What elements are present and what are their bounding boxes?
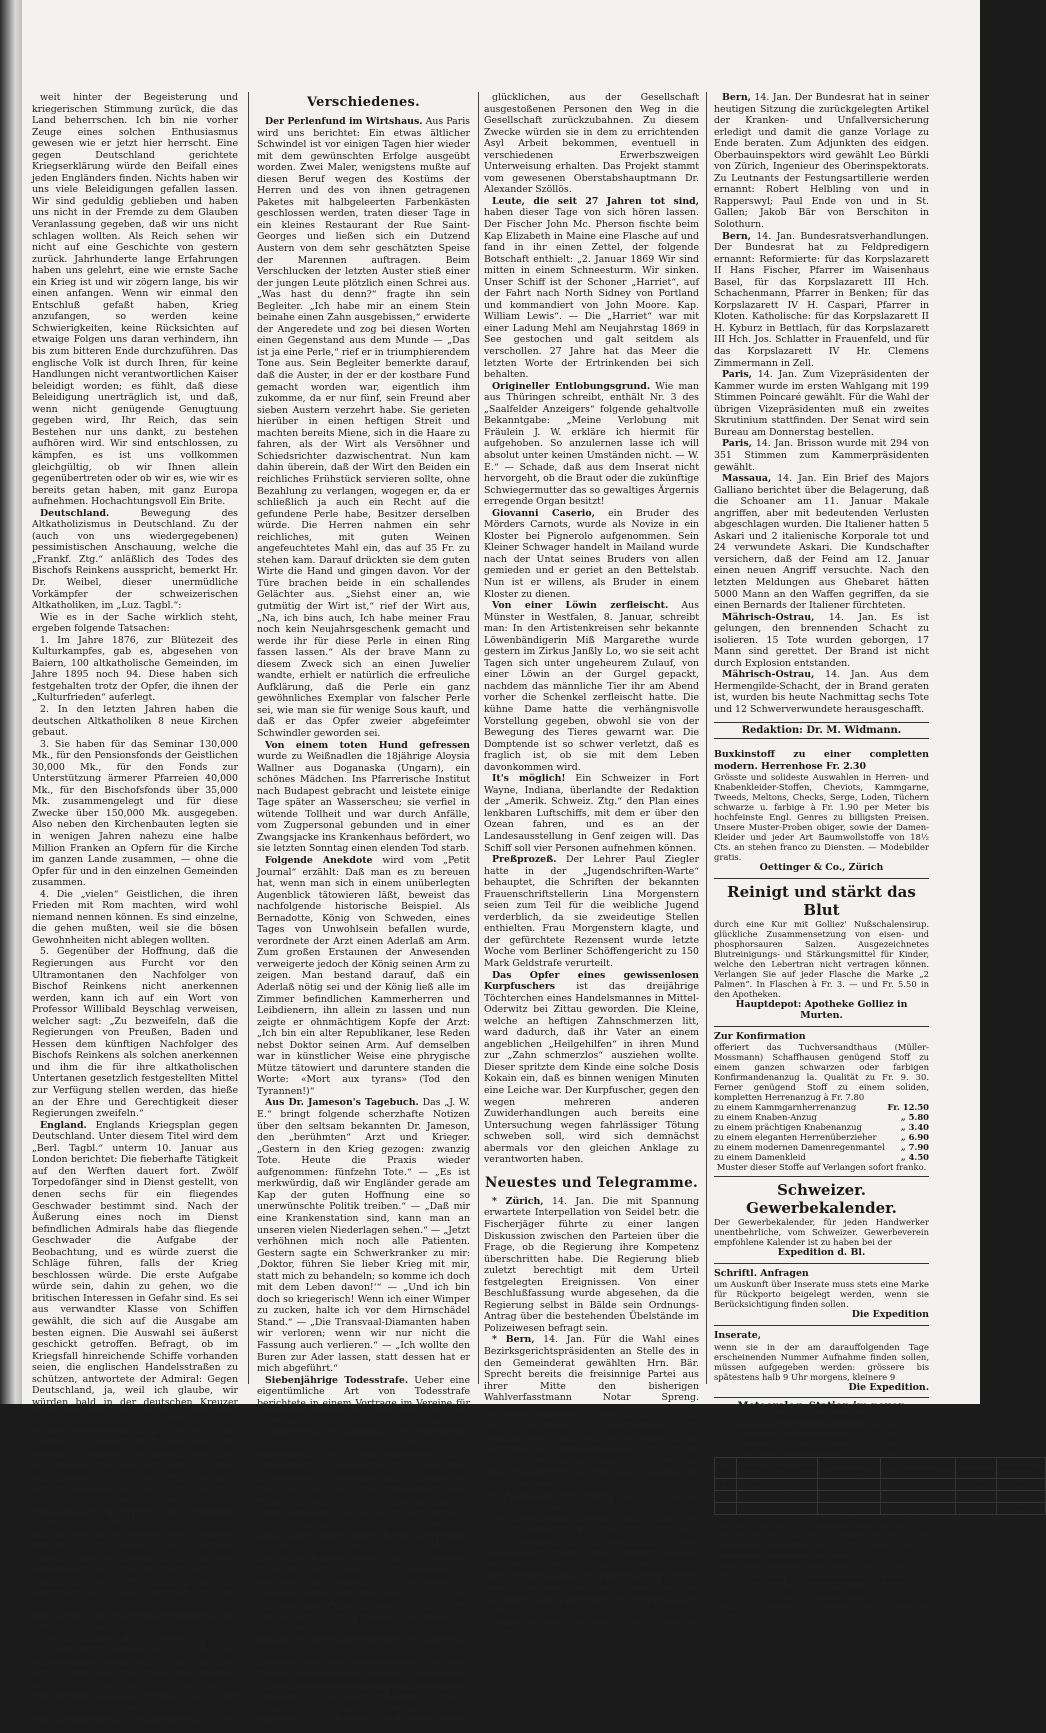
ad-body: durch eine Kur mit Golliez' Nußschalensirup. glückliche Zusammensetzung von eisen- und phosphorsauren Salzen. Ausgezeichnetes Blutreinigungs- und Stärkungsmittel für Kinder, welche den Lebertran nicht vertragen können. Verlangen Sie auf jeder Flasche die Marke „2 Palmen“. In Flaschen à Fr. 3. — und Fr. 5.50 in den Apotheken. — [714, 918, 929, 999]
article-paragraph — [714, 231, 929, 370]
column-rule — [248, 92, 249, 1384]
article-text: 14. Jan. In einer Expropriationsstreitigkeit zwischen den Gemeinden Liestal und einem Privaten (Weinhändler Sch.) betreffend Erweiterung des Friedhofsareals hat der Landrat zugunsten der Gemeinde entschieden. Die Gemeinde muß aber für 30,000 und andere Schwierigkeiten ergeben die Leistung bleiben. — [484, 1530, 699, 1635]
article-text: Wie es in der Sache wirklich steht, ergeben folgende Tatsachen: — [32, 611, 238, 635]
article-heading: Mährisch-Ostrau, — [722, 669, 815, 681]
table-cell: bed. — [997, 1503, 1045, 1515]
article-heading: Aus Dr. Jameson's Tagebuch. — [265, 1097, 419, 1109]
table-cell: 14. — [715, 1491, 737, 1503]
price-value: „ 5.80 — [900, 1112, 929, 1123]
article-heading: Bern, — [722, 92, 751, 103]
price-value: „ 3.40 — [900, 1122, 929, 1133]
article-paragraph — [484, 381, 699, 508]
article-paragraph — [714, 669, 929, 715]
article-paragraph — [714, 92, 929, 231]
ad-buxkin — [714, 745, 929, 879]
letter-text: weit hinter der Begeisterung und kriegerischen Stimmung zurück, die das Land beherrschen. Ich bin nie vorher Zeuge eines solchen Enthusiasmus gewesen wie er jetzt hier herrscht. Eine gegen Deutschland gerichtete Kriegserklärung würde den Beifall eines jeden Engländers finden. Nichts haben wir uns viele Beleidigungen gefallen lassen. Wir sind geduldig geblieben und haben uns nicht in der Fremde zu dem Glauben Veranlassung gegeben, daß wir uns nicht schlagen wollten. Als Reich sehen wir nicht auf eine Geschichte von gestern zurück. Jahrhunderte lange Erfahrungen haben uns gelehrt, eine wie ernste Sache ein Krieg ist und wir zögern lange, bis wir einen anfangen. Wenn wir einmal den Entschluß gefaßt haben, Krieg anzufangen, so werden keine Schwierigkeiten, keine Rücksichten auf etwaige Folgen uns daran verhindern, ihn bis zum bitteren Ende durchzuführen. Das englische Volk ist durch Ihren, für keine Handlungen nicht verantwortlichen Kaiser beleidigt worden; es fühlt, daß diese Beleidigung unerträglich ist, und daß, wenn nicht genügende Genugtuung gegeben wird, Ihr Reich, das sein Bestehen nur uns dankt, zu bestehen aufhören wird. Wir sind entschlossen, zu kämpfen, es ist uns vollkommen gleichgültig, ob wir Ihnen allein gegenübertreten oder ob wir es, wie wir es bereits getan haben, mit ganz Europa aufnehmen. Hochachtungsvoll Ein Brite. — [32, 92, 238, 508]
ad-title: Schriftl. Anfragen — [714, 1267, 809, 1279]
article-heading: It's möglich! — [492, 773, 566, 785]
article-paragraph — [257, 855, 470, 1097]
article-paragraph — [484, 970, 699, 1166]
article-paragraph — [484, 1415, 699, 1496]
article-heading: Leute, die seit 27 Jahren tot sind, — [492, 195, 699, 207]
article-text: 14. Jan. Ein Brief des Majors Galliano berichtet über die Belagerung, daß die Schoaner am 11. Januar Makale angriffen, aber mit bedeutenden Verlusten abgeschlagen wurden. Die Italiener hatten 5 Askari und 2 italienische Korporale tot und 24 verwundete Askari. Die Kundschafter versichern, daß der Feind am 12. Januar einen neuen Angriff versuchte. Nach den letzten Meldungen aus Ghebaret hätten 5000 Mann an den Waffen gegriffen, da sie einen Bernards der Italiener fürchteten. — [714, 473, 929, 612]
table-cell: 0,0 — [818, 1503, 881, 1515]
article-heading: Der Perlenfund im Wirtshaus. — [265, 116, 423, 127]
price-value: „ 6.90 — [900, 1132, 929, 1143]
list-item: 5. Gegenüber der Hoffnung, daß die Regierungen aus Furcht vor den Ultramontanen den Nachfolger von Bischof Reinkens nicht anerkennen werden, kann ich auf ein Wort von Professor Willibald Beyschlag verweisen, welcher sagt: „Zu bezweifeln, daß die Regierungen von Preußen, Baden und Hessen dem künftigen Nachfolger des Bischofs Reinkens als solchen anerkennen und ihm die für ihre altkatholischen Untertanen gesetzlich festgestellten Mittel zur Verfügung stellen werden, das hieße an der Ehre und Gerechtigkeit dieser Regierungen zweifeln.“ — [32, 946, 238, 1120]
price-label: zu einem Kammgarnherrenanzug — [714, 1102, 857, 1113]
ad-title: Inserate, — [714, 1330, 762, 1341]
weather-line: Mittlerer Barometerstand 727,8 mm. — [742, 1434, 901, 1445]
article-text: 14. Jan. Es ist gelungen, den brennenden Schacht zu isolieren. 15 Tote wurden geborgen, 17 Mann sind gerettet. Der Brand ist nicht durch Explosion entstanden. — [714, 611, 930, 669]
forecast-date: vom 15. Januar 1896. — [775, 1586, 868, 1597]
table-cell: bed. — [997, 1479, 1045, 1491]
article-heading: Preßprozeß. — [492, 854, 557, 866]
table-cell: SW₁ — [955, 1479, 997, 1491]
ad-golliez — [714, 879, 929, 1027]
article-heading: Folgende Anekdote — [265, 855, 373, 866]
section-title: Neuestes und Telegramme. — [485, 1174, 698, 1191]
article-heading: * Zürich, — [492, 1195, 544, 1207]
forecast-title: Zürcher Witterungsaussichten — [739, 1575, 904, 1587]
article-heading: Deutschland. — [40, 507, 110, 519]
weather-table — [714, 1457, 1046, 1515]
table-header-row — [715, 1458, 1046, 1479]
table-cell: bed. — [997, 1491, 1045, 1503]
price-line — [714, 1132, 929, 1142]
article-heading: Eine menschenfreundliche Institution, — [265, 1674, 470, 1686]
price-label: zu einem modernen Damenregenmantel — [714, 1142, 885, 1153]
article-heading: Giovanni Caserio, — [492, 507, 595, 519]
price-line — [714, 1152, 929, 1162]
column-3 — [484, 92, 700, 1635]
ad-signature: Expedition d. Bl. — [777, 1247, 866, 1259]
article-text: Aus Paris wird uns berichtet: Ein etwas ältlicher Schwindel ist vor einigen Tagen hier wieder mit dem gewünschten Erfolge ausgeübt worden. Zwei Maler, wenigstens mußte auf diesen Beruf wegen des Kostüms der Herren und des von ihnen getragenen Paketes mit halbgeleerten Farbenkästen geschlossen werden, traten dieser Tage in ein kleines Restaurant der Rue Saint-Georges und ließen sich ein Dutzend Austern von dem sehr geschätzten Speise der Marennen auftragen. Beim Verschlucken der letzten Auster stieß einer der jungen Leute plötzlich einen Schrei aus. „Was hast du denn?“ fragte ihn sein Begleiter. „Ich habe mir an einem Stein beinahe einen Zahn ausgebissen,“ erwiderte der Angeredete und zog bei diesen Worten einen Gegenstand aus dem Munde — „Das ist ja eine Perle,“ rief er in triumphierendem Tone aus. Sein Begleiter bemerkte darauf, daß die Auster, in der er der kostbare Fund gemacht worden war, eigentlich ihm zukomme, da er nur fünf, sein Freund aber sieben Austern verzehrt habe. Sie gerieten hierüber in einen heftigen Streit und machten bereits Miene, sich in die Haare zu fahren, als der Wirt als Versöhner und Schiedsrichter dazwischentrat. Nun kam dahin überein, daß der Wirt den Beiden ein reichliches Frühstück servieren sollte, ohne Bezahlung zu verlangen, wogegen er, da er schließlich ja auch ein Recht auf die gefundene Perle habe, Besitzer derselben würde. Die Herren nahmen ein sehr reichliches, mit guten Weinen angefeuchtetes Mahl ein, das auf 35 Fr. zu stehen kam. Darauf drückten sie dem guten Wirte die Hand und gingen davon. Vor der Türe brachen beide in ein schallendes Gelächter aus. „Siehst einer an, wie gutmütig der Wirt ist,“ rief der Wirt aus, „Na, ich bins auch, Ich habe meiner Frau noch kein Neujahrsgeschenk gemacht und werde ihr für diese Perle in einen Ring fassen lassen.“ Als der brave Mann zu diesem Zweck sich an einen Juwelier wandte, erhielt er natürlich die erfreuliche Aufklärung, daß die Perle ein ganz gewöhnliches Exemplar von falscher Perle sei, wie man sie für wenige Sous kauft, und daß er das Opfer zweier abgefeimter Schwindler geworden sei. — [257, 116, 470, 739]
article-paragraph — [257, 1375, 470, 1594]
price-label: zu einem eleganten Herrenüberzieher — [714, 1132, 877, 1143]
article-text: ein Bruder des Mörders Carnots, wurde als Novize in ein Kloster bei Pignerolo aufgenommen. Sein Kleiner Schwager handelt in Mailand wurde nach der Untat seines Bruders von allen gemieden und er geriet an den Bettelstab. Nun ist er willens, als Bruder in einem Kloster zu dienen. — [484, 507, 699, 600]
article-heading: Paris, — [722, 438, 752, 450]
table-cell: 718,5 / 756,5 — [881, 1503, 955, 1515]
table-header-cell: Barometerstand in mm. — [881, 1458, 955, 1479]
article-text: Aus Straßburg i. E., 5. Jan., meldet man: Der Leiter der Anstalt für Epileptiker in Kork, Pfarrer Wiederhold, ist wegen Sittlichkeitsverbrechen, begangen an seinen Pfleglingen, gestern Abend auf Veranlassung des Staatsanwalts verhaftet worden. — [257, 1594, 470, 1675]
price-label: zu einem prächtigen Knabenanzug — [714, 1122, 862, 1133]
article-paragraph — [257, 740, 470, 855]
article-text: 14. Jan. Zum Vizepräsidenten der Kammer wurde im ersten Wahlgang mit 199 Stimmen Poincaré gewählt. Für die Wahl der übrigen Vizepräsidenten muß ein zweites Skrutinium stattfinden. Der Senat wird sein Bureau am Donnerstag bestellen. — [714, 369, 929, 438]
table-row — [715, 1479, 1046, 1491]
article-heading: Von einer Löwin zerfleischt. — [492, 600, 669, 612]
weather-line: Mittlere Jahrestemperatur + 8,2 Cels. — [740, 1444, 903, 1455]
article-heading: Paris, — [722, 369, 752, 381]
telegram-list — [714, 92, 929, 716]
column-rule — [706, 92, 707, 1384]
ad-body: wenn sie in der am darauffolgenden Tage erscheinenden Nummer Aufnahme finden sollen, müssen aufgegeben werden: grössere bis spätestens halb 9 Uhr morgens, kleinere 9 — [714, 1341, 929, 1382]
price-label: zu einem Knaben-Anzug — [714, 1112, 817, 1123]
section-title: Verschiedenes. — [306, 95, 421, 110]
article-text: Englands Kriegsplan gegen Deutschland. Unter diesem Titel wird dem „Berl. Tagbl.“ unterm 10. Januar aus London berichtet: Die fieberhafte Tätigkeit auf den Werften dauert fort. Zwölf Torpedofänger sind in Dienst gestellt, von denen sechs für ein fliegendes Geschwader bestimmt sind. Nach der Äußerung eines noch im Dienst befindlichen Admirals habe das fliegende Geschwader die Aufgabe der Beobachtung, und es würde zuerst die Schläge führen, falls der Krieg beschlossen würde. Die erste Aufgabe würde sein, dahin zu gehen, wo die britischen Interessen in Gefahr sind. Es sei aus verwandter Klasse von Schiffen gewählt, die sich auf die Ausgabe am besten eignen. Die Auswahl sei äußerst geschickt getroffen. Befragt, ob im Kriegsfall hinreichende Schiffe vorhanden seien, die englischen Handelsstraßen zu schützen, antwortete der Admiral: Gegen Deutschland, ja, weil ich glaube, wir würden bald in der deutschen Kreuzer beteiligen, und weil, wenn Deutschland unsere Handelsschiffe angriffe, es große Schwierigkeiten finden würde, sich mit Kohlen zu versehen, da Deutschland keine Kohlenstationen habe. Der Admiral glaubt, im Kriegsfalle würde die Ostsee blockiert werden, und der erste Zusammenstoß würde entweder auf der Höhe der Elbe oder bei Kiel stattfinden. Die deutschen Besitzungen in Afrika und Neuguinea würden von der Kapkolonie und Australien aus bald in Englands Hände fallen. Auf die frühere Chefbaumeister, Sir Nathaniel Barnaby, wurde über die Bereitschaft der englischen Flotte befragt und erklärt, er glaube nicht, daß die Nation wisse, wie groß die Stärke ihrer Flotte sei. Die Zahl der Schiffe sei so rasch gewachsen, daß man sie sich gar nicht rasch genug an die Arbeit halten könne. Im Regierungsministerium fanden verschiedene Konferenzen statt, und wie man behauptet, sind alle Eventualitäten für die Mobilmachung eines Marinekorps vorgesehen. Auch der Höchstkommandierende und sein Stab sind entnommen. Die Stimmung gegen Deutschland ist noch immer erbittert. — [32, 1119, 239, 1732]
price-line — [714, 1142, 929, 1152]
article-paragraph — [257, 1097, 470, 1374]
article-text: 14. Jan. In seiner heutigen Sitzung beschloß der Verwaltungsrat der Vereinigten Schweizerbahnen, in das Budget pro 1896 für Lohnerhöhungen Fr. 150,000 und für Rebenausgaben Fr. 15,000 und einen weiteren Kredit für eine Vermehrung für. Fr. 80,000 einzusetzen. — [484, 1415, 700, 1496]
article-text: glücklichen, aus der Gesellschaft ausgestoßenen Personen den Weg in die Gesellschaft zurückzubahnen. Zu diesem Zwecke würden sie in dem zu errichtenden Asyl Arbeit bekommen, eventuell in verschiedenen Erwerbszweigen Unterweisung erhalten. Das Projekt stammt vom gewesenen Oberstabshauptmann Dr. Alexander Szöllös. — [484, 92, 699, 196]
article-paragraph — [484, 196, 699, 381]
price-value: „ 7.90 — [900, 1142, 929, 1153]
article-text: 14. Jan. Die mit Spannung erwartete Interpellation von Seidel betr. die Fischerjäger führte zu einer langen Diskussion zwischen den Parteien über die Frage, ob die Regierung ihre Kompetenz überschritten habe. Die Regierung blieb zuletzt berechtigt mit dem Urteil festgelegten Ereignissen. Von einer Beschlußfassung wurde abgesehen, da die Regierung selbst in Bälde sein Ordnungs-Antrag über die bestehenden Übelstände im Polizeiwesen befragt sein. — [484, 1195, 699, 1334]
article-text: Der Lehrer Paul Ziegler hatte in der „Jugendschriften-Warte“ behauptet, die Schriften der bekannten Frauenschriftstellerin Lina Morgenstern seien zum Teil für die weibliche Jugend verderblich, da sie zweideutige Stellen enthielten. Frau Morgenstern klagte, und der gefürchtete Rezensent wurde letzte Woche vom Berliner Schöffengericht zu 150 Mark Geldstrafe verurteilt. — [484, 854, 699, 970]
article-text: Wie man aus Thüringen schreibt, enthält Nr. 3 des „Saalfelder Anzeigers“ folgende gehaltvolle Bekanntgabe: „Meine Verlobung mit Fräulein J. W. erkläre ich hiermit für aufgehoben. So anzulernen lasse ich will absolut unter keinen Umständen nicht. — W. E.“ — Schade, daß aus dem Inserat nicht hervorgeht, ob die Braut oder die zukünftige Schwiegermutter das so gewaltiges Ärgernis erregende Organ besitzt! — [484, 380, 699, 508]
miscellany-list — [257, 116, 470, 1733]
list-item: 3. Sie haben für das Seminar 130,000 Mk., für den Pensionsfonds der Geistlichen 30,000 Mk., für den Fonds zur Unterstützung ärmerer Pfarreien 40,000 Mk., für den Bischofsfonds über 35,000 Mk. zusammengelegt und für diese Zwecke über 150,000 Mk. ausgegeben. Also neben den Kirchenbauten legten sie in wenigen Jahren nahezu eine halbe Million Franken an Opfern für die Kirche im ganzen Lande zusammen, — ohne die Opfer für und in den einzelnen Gemeinden zusammen. — [32, 738, 238, 889]
article-paragraph — [484, 600, 699, 773]
table-cell: 717,5 / 754,2 — [881, 1491, 955, 1503]
column-rule — [478, 92, 479, 1384]
ad-signature: Die Expedition. — [848, 1381, 929, 1393]
price-value: Fr. 12.50 — [887, 1102, 929, 1113]
ad-gewerbekalender — [714, 1177, 929, 1264]
article-text: das „Asyl der gefallenen Frauen“, soll in Budapest errichtet werden. Recht ohnerlich! — Es handelt sich darum, diesen un- — [257, 1686, 470, 1733]
ad-body: offeriert das Tuchversandthaus (Müller-Mossmann) Schaffhausen genügend Stoff zu einem ganzen schwarzen oder farbigen Konfirmandenanzug la. Qualität zu Fr. 9. 30. Ferner genügend Stoff zu einem soliden, kompletten Herrenanzug à Fr. 7.80 — [714, 1042, 929, 1103]
article-heading: Bern, — [722, 230, 751, 242]
weather-line: Meereshöhe des Beobachtungsortes 396,7 m. — [724, 1424, 919, 1435]
ad-lead: Buxkinstoff zu einer completten modern. Herrenhose Fr. 2.30 — [714, 749, 929, 772]
ad-inserate — [714, 1326, 929, 1398]
article-paragraph — [257, 1594, 470, 1675]
table-header-cell: Thermometer Celsius — [818, 1458, 881, 1479]
telegram-list — [484, 1196, 699, 1635]
article-text: wurde zu Weißnadlen die 18jährige Aloysia Wallner aus Doganaska (Ungarn), ein schönes Mädchen. Ins Pfarrerische Institut nach Budapest gebracht und leistete einige Tage später an Wasserscheu; sie verfiel in wütende Tollheit und war durch Anfälle, vom Zugpersonal gebunden und in einer Zwangsjacke ins Krankenhaus befördert, wo sie letzten Sonntag einen elenden Tod starb. — [257, 751, 470, 855]
ad-footer: Muster dieser Stoffe auf Verlangen sofort franko. — [716, 1162, 927, 1173]
article-heading: Das Opfer eines gewissenlosen Kurpfuschers — [484, 969, 699, 993]
editor-line: Redaktion: Dr. M. Widmann. — [714, 722, 929, 740]
column-4 — [714, 92, 1043, 1617]
article-heading: Origineller Entlobungsgrund. — [492, 380, 651, 392]
ad-title: Schweizer. Gewerbekalender. — [746, 1181, 897, 1218]
article-heading: Mährisch-Ostrau, — [722, 611, 815, 623]
table-header-cell: Beobachtungszeit — [736, 1458, 817, 1479]
miscellany-list — [484, 196, 699, 1166]
article-text: Das „J. W. E.“ bringt folgende scherzhafte Notizen über den seltsam bekannten Dr. Jameson, den „berühmten“ Arzt und Krieger. „Gestern in den Krieg gezogen: zwanzig Tote. Heute die Praxis wieder aufgenommen: fünfzehn Tote.“ — „Es ist merkwürdig, daß wir Engländer gerade am Kap der guten Hoffnung eine so unerwünschte Politik treiben.“ — „Daß mir eine Krankenstation sind, kann man an unseren vielen Niederlagen sehen.“ — „Jetzt verhöhnen mich noch alle Patienten. Gestern sagte ein Schwerkranker zu mir: ‚Doktor, führen Sie lieber Krieg mit mir, statt mich zu behandeln; so komme ich doch mit dem Leben davon!‘“ — „Und ich bin doch so kriegerisch! Wenn ich einer Wimper zu zucken, halte ich vor dem Hirnschädel Stand.“ — „Die Transvaal-Diamanten haben wir verloren; wenn wir nur nicht die Fassung auch verlieren.“ — „Ich wollte den Buren zur Ader lassen, statt dessen hat er mich abgeführt.“ — [257, 1097, 471, 1375]
article-text: 14. Jan. Beim Holzfahren wurde am Montag abend Adolf Forno von Delsberg von seinem Pferde erschlagen. — [484, 1496, 700, 1531]
list-item: 4. Die „vielen“ Geistlichen, die ihren Frieden mit Rom machten, wird wohl niemand nennen können. Es sind einzelne, die gehen mußten, weil sie die bösen Gewohnheiten nicht ablegen wollten. — [32, 888, 238, 946]
ad-body: Grösste und solideste Auswahlen in Herren- und Knabenkleider-Stoffen, Cheviots, Kammgarne, Tweeds, Meltons, Checks, Serge, Loden, Tüchern schwarze u. farbige à Fr. 1.90 per Meter bis hochfeinste Engl. Genres zu billigsten Preisen. Unsere Muster-Proben obiger, sowie der Damen-Kleider und jeder Art Baumwollstoffe von 18½ Cts. an stehen franco zu Diensten. — Modebilder gratis. — [714, 772, 929, 863]
article-paragraph — [484, 1196, 699, 1335]
table-row — [715, 1503, 1046, 1515]
article-heading: * Delsberg, — [492, 1496, 556, 1508]
price-line — [714, 1122, 929, 1132]
table-cell: 15. — [715, 1503, 737, 1515]
article-paragraph — [484, 1496, 699, 1531]
numbered-list — [32, 635, 238, 1120]
table-cell: 14. — [715, 1479, 737, 1491]
ad-title: Reinigt und stärkt das Blut — [727, 882, 916, 919]
ad-depot: Hauptdepot: Apotheke Golliez in Murten. — [735, 998, 908, 1022]
table-cell: 0,2 — [818, 1491, 881, 1503]
ad-body: um Auskunft über Inserate muss stets eine Marke für Rückporto beigelegt werden, wenn sie Berücksichtigung finden sollen. — [714, 1279, 929, 1310]
table-cell: W₁ — [955, 1503, 997, 1515]
article-paragraph — [714, 473, 929, 612]
article-paragraph — [484, 773, 699, 854]
table-body — [715, 1479, 1046, 1515]
article-text: wird vom „Petit Journal“ erzählt: Daß man es zu bereuen hat, wenn man sich in einem unüberlegten Augenblick tätowieren läßt, beweist das nachfolgende historische Beispiel. Als Bernadotte, König von Schweden, eines Tages von Unwohlsein befallen wurde, verordnete der Arzt einen Aderlaß am Arm. Zum großen Erstaunen der Anwesenden verweigerte jedoch der König seinen Arm zu zeigen. Man bestand darauf, daß ein Aderlaß nötig sei und der König ließ alle im Zimmer befindlichen Kammerherren und Leibdienern, ihn allein zu lassen und nun zeigte er ohnmächtigem Kopfe der Arzt: „Ich bin ein alter Republikaner, lese Reden nebst Doktor seinen Arm. Auf demselben war in künstlicher Weise eine phrygische Mütze tätowiert und daruntere standen die Worte: «Mort aux tyrans» (Tod den Tyrannen!)“ — [257, 855, 471, 1097]
article-england — [32, 1120, 238, 1732]
price-line — [714, 1112, 929, 1122]
table-row — [715, 1491, 1046, 1503]
article-heading: * St. Gallen, — [492, 1415, 560, 1427]
price-label: zu einem Damenkleid — [714, 1152, 806, 1163]
article-text: 14. Jan. Bundesratsverhandlungen. Der Bundesrat hat zu Feldpredigern ernannt: Reformierte: für das Korpslazarett II Hans Fischer, Pfarrer im Waisenhaus Basel, für das Korpslazarett III Hch. Schachenmann, Pfarrer in Benken; für das Korpslazarett IV H. Caspari, Pfarrer in Kloten. Katholische: für das Korpslazarett II H. Kyburz in Bettlach, für das Korpslazarett III Hch. Jos. Schlatter in Frauenfeld, und für das Korpslazarett IV Hr. Clemens Zimmermann in Zell. — [714, 230, 930, 369]
article-text: Bewegung des Altkatholizismus in Deutschland. Zu der (auch von uns wiedergegebenen) pessimistischen Anschauung, welche die „Frankf. Ztg.“ anläßlich des Todes des Bischofs Reinkens ausspricht, bemerkt Hr. Dr. Weibel, dieser unermüdliche Vorkämpfer der schweizerischen Altkatholiken, im „Luz. Tagbl.“: — [32, 507, 238, 612]
article-text: 14. Jan. Der Bundesrat hat in seiner heutigen Sitzung die zurückgelegten Artikel der Kranken- und Unfallversicherung erledigt und damit die ganze Vorlage zu Ende beraten. Zum Adjunkten des eidgen. Oberbauinspektors wird gewählt Leo Bürkli von Zürich, Ingenieur des Oberinspektorats. Zu Leutnants der Festungsartillerie werden ernannt: Robert Helbling von und in Rapperswyl; Paul Ende von und in St. Gallen; Jakob Bär von Berschiton in Solothurn. — [714, 92, 929, 231]
article-heading: Massaua, — [722, 473, 772, 485]
table-header-cell: Jan. — [715, 1458, 737, 1479]
article-heading: Netter Herr. — [265, 1594, 331, 1605]
ad-signature: Die Expedition — [851, 1309, 929, 1321]
forecast-text: Trübes, unstetes Tauwetter mit zeitweisen Niederschlägen. — [714, 1596, 929, 1617]
ad-price-list — [714, 1102, 929, 1162]
article-text: Ueber eine eigentümliche Art von Todesstrafe berichtete in einem Vortrage im Vereine für Landesgeographie nach der Voss. Ztg. Herr v. Hammeln, der unlängst im japanischen Kriege die chinesische Nordarmee befehligte. Der Maschinendirektor in Tientsin sei stets als einer der am härtesten verdammten chinesischen Todesstrafe verurteilt. Das heißt, er kommt sieben Jahre lang auf die Liste der Todeskandidaten. Diese Liste wird dem Kaiser zweimal im Jahre vorgelegt und wenn er den Tod nicht durch den roten Pinsel nach Gutdünken einen oder zwei Namen, an deren Trägern die Strafe durch Köpfen oder Erdrosseln vollstreckt wird. Hat Jener das Glück, während der sieben Jahre übersehen zu werden, so ist er begnadigt. — [257, 1374, 470, 1594]
article-heading: Siebenjährige Todesstrafe. — [265, 1374, 409, 1386]
article-heading: England. — [40, 1119, 87, 1131]
price-line — [714, 1102, 929, 1112]
price-value: „ 4.50 — [900, 1152, 929, 1163]
article-text: ist das dreijährige Töchterchen eines Handelsmannes in Mittel-Oderwitz bei Zittau geworden. Die Kleine, welche an heftigen Zahnschmerzen litt, ward dadurch, daß ihr Vater an einem angeblichen „Heilgehilfen“ in ihren Mund zur „Zahn schmerzlos“ ausziehen wollte. Dieser spritzte dem Kinde eine solche Dosis Kokain ein, daß es binnen wenigen Minuten eine Leiche war. Der Kurpfuscher, gegen den wegen mehreren anderen Zuwiderhandlungen auch bereits eine Untersuchung wegen fahrlässiger Tötung schweben soll, wird sich demnächst abermals vor den gleichen Anklage zu verantworten haben. — [484, 981, 700, 1166]
article-heading: * Liestal, — [492, 1530, 555, 1542]
table-cell: 716.7 / 753,8 — [881, 1479, 955, 1491]
weather-title: Meteorolog. Station im neuen Quartier, Aarau. — [737, 1401, 906, 1424]
article-text: haben dieser Tage von sich hören lassen. Der Fischer John Mc. Pherson fischte beim Kap Elizabeth in Maine eine Flasche auf und fand in ihr einen Zettel, der folgende Botschaft enthielt: „2. Januar 1869 Wir sind mitten in einem Schneesturm. Wir sinken. Unser Schiff ist der Schoner „Harriet“, auf der Fahrt nach North Sidney von Portland und kommandiert von John Moore. Kap. William Lewis“. — Die „Harriet“ war mit einer Ladung Mehl am Neujahrstag 1869 in See gestochen und galt seitdem als verschollen. 27 Jahre hat das Meer die letzten Worte der Ertrinkenden bei sich behalten. — [484, 207, 699, 381]
table-header-cell: Wind-richtung — [955, 1458, 997, 1479]
weather-extremes: Angaben der bei d. Extremthermometer während der 24 Stunden, abgelesen gestern Abend 9 Uhr 30 Min. Minimum 0,7 C. Maximum 0,6 C. Temperatur-Minimum der letzten Nacht 0,6 C. Niederschl. gemess. heute früh 7 Uhr 30 Min. 0,1 mm — [714, 1515, 929, 1576]
table-cell: SW₁ — [955, 1491, 997, 1503]
table-header-cell: Witterung — [997, 1458, 1045, 1479]
table-cell: 0,5 — [818, 1479, 881, 1491]
ad-firm: Oettinger & Co., Zürich — [759, 862, 884, 874]
column-1 — [32, 92, 239, 1732]
article-text: 14. Jan. Brisson wurde mit 294 von 351 Stimmen zum Kammerpräsidenten gewählt. — [714, 438, 930, 473]
ad-konfirmation — [714, 1027, 929, 1178]
list-item: 1. Im Jahre 1876, zur Blütezeit des Kulturkampfes, gab es, abgesehen von Baiern, 100 altkatholische Gemeinden, im Jahre 1895 noch 94. Diese haben sich festgehalten trotz der Opfer, die ihnen der „Kulturfrieden“ auferlegt. — [32, 634, 238, 704]
scan-edge — [0, 0, 22, 1404]
ad-anfragen — [714, 1264, 929, 1326]
article-text: Aus Münster in Westfalen, 8. Januar, schreibt man: In den Artistenkreisen sehr bekannte Löwenbändigerin Miß Margarethe wurde gestern im Zirkus Janßly Lo, wo sie seit acht Tagen sich unter ungeheurem Zulauf, von einer Löwin an der Gurgel gepackt, nachdem das männliche Tier ihr am Abend vorher die Schenkel zerfleischt hatte. Die kühne Dame hatte die verhängnisvolle Vorstellung gegeben, obwohl sie von der Bewegung des Tieres gewarnt war. Die Domptende ist so schwer verletzt, daß es fraglich ist, ob sie mit dem Leben davonkommen wird. — [484, 600, 700, 773]
list-item: 2. In den letzten Jahren haben die deutschen Altkatholiken 8 neue Kirchen gebaut. — [32, 703, 238, 739]
article-paragraph — [257, 1675, 470, 1733]
article-paragraph — [257, 116, 470, 740]
article-deutschland — [32, 508, 238, 612]
article-paragraph — [714, 369, 929, 438]
table-cell: Abds. 9 Uhr 30 — [736, 1491, 817, 1503]
article-text: 14. Jan. Aus dem Hermengilde-Schacht, der in Brand geraten ist, wurden bis heute Nachmittag sechs Tote und 12 Schwerverwundete herausgeschafft. — [714, 669, 929, 715]
ad-title: Zur Konfirmation — [714, 1030, 806, 1042]
article-paragraph — [714, 612, 929, 670]
newspaper-page — [22, 0, 1043, 1733]
article-heading: Von einem toten Hund gefressen — [265, 739, 470, 751]
ad-body: Der Gewerbekalender, für jeden Handwerker unentbehrliche, vom Schweizer. Gewerbeverein empfohlene Kalender ist zu haben bei der — [714, 1217, 929, 1248]
article-text: 14. Jan. Für die Wahl eines Bezirksgerichtspräsidenten an Stelle des in den Gemeinderat gewählten Hrn. Bär. Sprecht bereits die freisinnige Partei aus ihrer Mitte den bisherigen Wahlverfasstmann Notar Spreng. Betreibungsbeamter in Bern. — [484, 1334, 700, 1415]
table-cell: Mitt. 1 Uhr 30 — [736, 1479, 817, 1491]
article-heading: * Bern, — [492, 1334, 535, 1346]
article-paragraph — [484, 854, 699, 969]
table-cell: Mrg. 7 Uhr 30 — [736, 1503, 817, 1515]
article-paragraph — [484, 1334, 699, 1415]
weather-station — [714, 1398, 1043, 1617]
article-text: Ein Schweizer in Fort Wayne, Indiana, überlandte der Redaktion der „Amerik. Schweiz. Ztg.“ den Plan eines lenkbaren Luftschiffs, mit dem er über den Ozean fahren, und es an der Landesausstellung in Genf zeigen will. Das Schiff soll vier Personen aufnehmen können. — [484, 773, 699, 854]
column-2 — [257, 92, 471, 1733]
article-paragraph — [484, 1531, 699, 1635]
article-paragraph — [484, 508, 699, 600]
article-paragraph — [714, 438, 929, 473]
